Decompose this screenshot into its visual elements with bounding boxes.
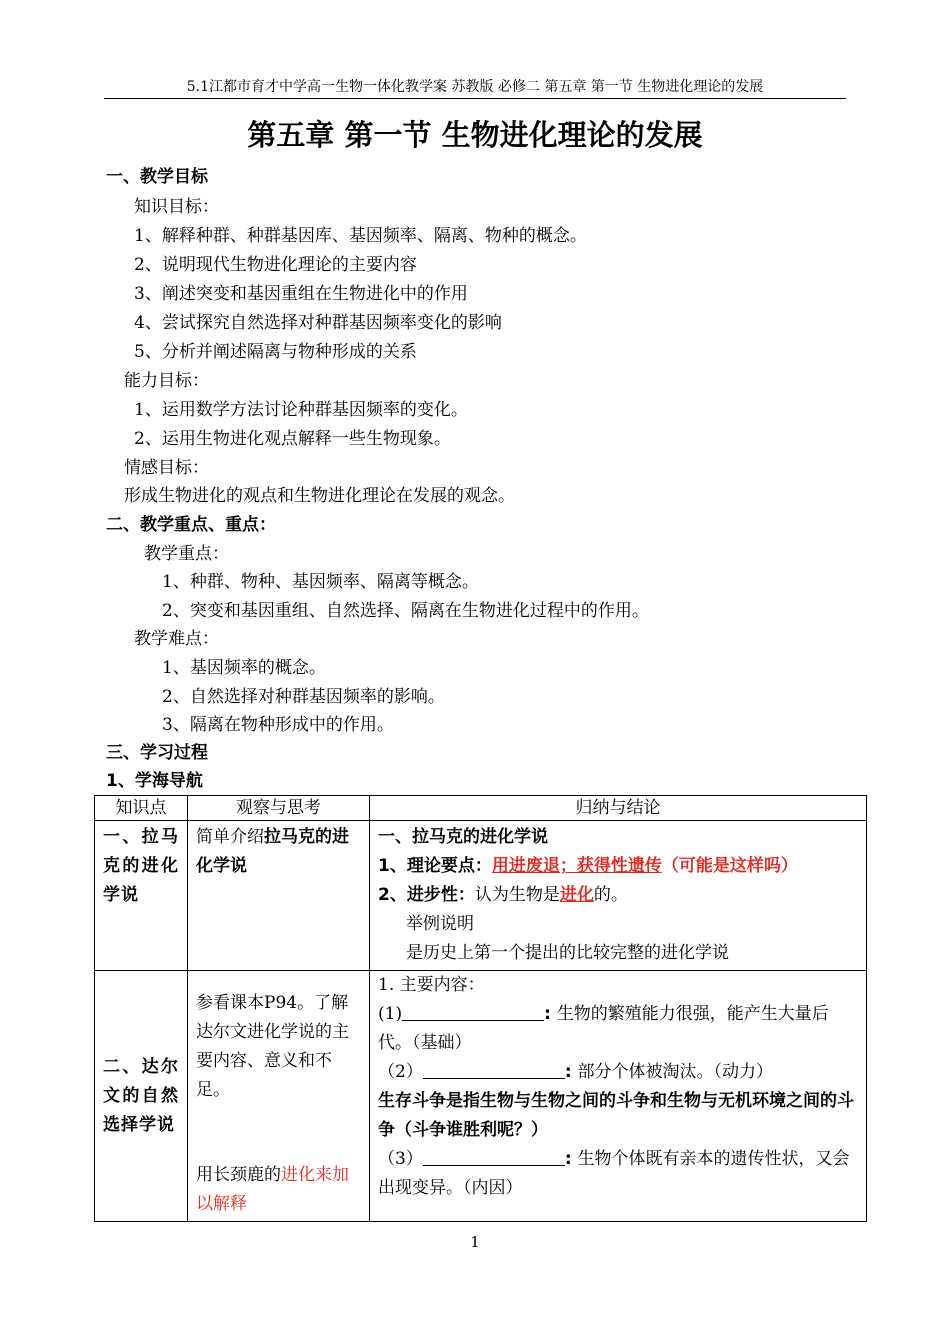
darwin-item-3-text: 生物个体既有亲本的遗传性状，又会出现变异。（内因） [378, 1149, 850, 1198]
lamarck-progress-answer: 进化 [559, 885, 594, 905]
observe-lamarck-theory: 拉马克的进化学说 [196, 827, 349, 876]
darwin-blank-3[interactable] [423, 1147, 565, 1166]
difficult-point-3: 3、隔离在物种形成中的作用。 [162, 715, 394, 735]
observe-darwin-giraffe-pre: 用长颈鹿的 [196, 1165, 281, 1185]
knowledge-goal-2: 2、说明现代生物进化理论的主要内容 [134, 255, 417, 275]
table-row-darwin [95, 971, 867, 1222]
column-header-conclusion: 归纳与结论 [370, 796, 867, 821]
topic-darwin: 二、达尔文的自然选择学说 [95, 971, 188, 1222]
page-number: 1 [470, 1233, 480, 1251]
ability-goals-label: 能力目标： [124, 371, 209, 391]
lamarck-progress-post: 的。 [593, 885, 628, 905]
key-point-2: 2、突变和基因重组、自然选择、隔离在生物进化过程中的作用。 [162, 601, 649, 621]
section-heading-1: 一、教学目标 [106, 167, 208, 187]
ability-goal-2: 2、运用生物进化观点解释一些生物现象。 [134, 429, 451, 449]
knowledge-goal-3: 3、阐述突变和基因重组在生物进化中的作用 [134, 284, 468, 304]
learning-table [94, 795, 867, 1222]
lamarck-progress-line [378, 881, 858, 910]
lamarck-theory-label: 1、理论要点： [378, 856, 492, 876]
observe-darwin-text: 参看课本P94。了解达尔文进化学说的主要内容、意义和不足。 [196, 993, 349, 1100]
emotion-goal-1: 形成生物进化的观点和生物进化理论在发展的观念。 [124, 486, 515, 506]
knowledge-goal-4: 4、尝试探究自然选择对种群基因频率变化的影响 [134, 313, 502, 333]
knowledge-goals-label: 知识目标： [134, 197, 219, 217]
lamarck-progress-pre: 认为生物是 [474, 885, 560, 905]
observe-darwin-giraffe-red: 进化来加以解释 [196, 1165, 349, 1214]
observe-darwin [188, 971, 370, 1222]
section-heading-3: 三、学习过程 [106, 743, 208, 763]
lamarck-theory-answer: 用进废退；获得性遗传 [491, 856, 662, 876]
emotion-goals-label: 情感目标： [124, 458, 209, 478]
ability-goal-1: 1、运用数学方法讨论种群基因频率的变化。 [134, 400, 468, 420]
observe-darwin-giraffe [196, 1161, 361, 1219]
darwin-item-3-num: （3） [378, 1149, 423, 1169]
lamarck-history: 是历史上第一个提出的比较完整的进化学说 [406, 943, 729, 963]
darwin-item-1: (1) : 生物的繁殖能力很强，能产生大量后代。（基础） [378, 1004, 829, 1053]
section-heading-2: 二、教学重点、重点： [106, 515, 276, 535]
knowledge-goal-5: 5、分析并阐述隔离与物种形成的关系 [134, 342, 417, 362]
darwin-item-1-num: (1) [378, 1004, 403, 1024]
column-header-observe: 观察与思考 [188, 796, 370, 821]
subsection-heading: 1、学海导航 [106, 771, 203, 791]
table-row-lamarck [95, 821, 867, 971]
darwin-blank-2[interactable] [423, 1060, 565, 1079]
lamarck-example: 举例说明 [406, 914, 474, 934]
page-header: 5.1江都市育才中学高一生物一体化教学案 苏教版 必修二 第五章 第一节 生物进化理论的发展 [104, 76, 846, 99]
darwin-item-2-text: 部分个体被淘汰。（动力） [577, 1062, 774, 1082]
darwin-struggle-note: 生存斗争是指生物与生物之间的斗争和生物与无机环境之间的斗争（斗争谁胜利呢？） [378, 1091, 854, 1140]
lamarck-theory-question: （可能是这样吗） [661, 856, 798, 876]
conclusion-darwin [370, 971, 867, 1222]
darwin-item-1-text: 生物的繁殖能力很强，能产生大量后代。（基础） [378, 1004, 829, 1053]
key-points-label: 教学重点： [144, 544, 229, 564]
darwin-item-2: （2） : 部分个体被淘汰。（动力） [378, 1062, 774, 1082]
lamarck-progress-label: 2、进步性： [378, 885, 475, 905]
lamarck-theory-line [378, 852, 858, 881]
page-title: 第五章 第一节 生物进化理论的发展 [247, 118, 703, 152]
column-header-topic: 知识点 [95, 796, 188, 821]
darwin-blank-1[interactable] [402, 1002, 544, 1021]
lamarck-title: 一、拉马克的进化学说 [378, 827, 548, 847]
darwin-main-label: 1. 主要内容： [378, 975, 485, 995]
topic-lamarck: 一、拉马克的进化学说 [95, 821, 188, 971]
knowledge-goal-1: 1、解释种群、种群基因库、基因频率、隔离、物种的概念。 [134, 226, 587, 246]
darwin-item-3: （3） : 生物个体既有亲本的遗传性状，又会出现变异。（内因） [378, 1149, 850, 1198]
observe-lamarck [188, 821, 370, 971]
table-header-row [95, 796, 867, 821]
observe-lamarck-intro: 简单介绍 [196, 827, 264, 847]
key-point-1: 1、种群、物种、基因频率、隔离等概念。 [162, 572, 479, 592]
darwin-item-2-num: （2） [378, 1062, 423, 1082]
difficult-point-2: 2、自然选择对种群基因频率的影响。 [162, 687, 445, 707]
difficult-point-1: 1、基因频率的概念。 [162, 658, 326, 678]
conclusion-lamarck [370, 821, 867, 971]
difficult-points-label: 教学难点： [134, 629, 219, 649]
